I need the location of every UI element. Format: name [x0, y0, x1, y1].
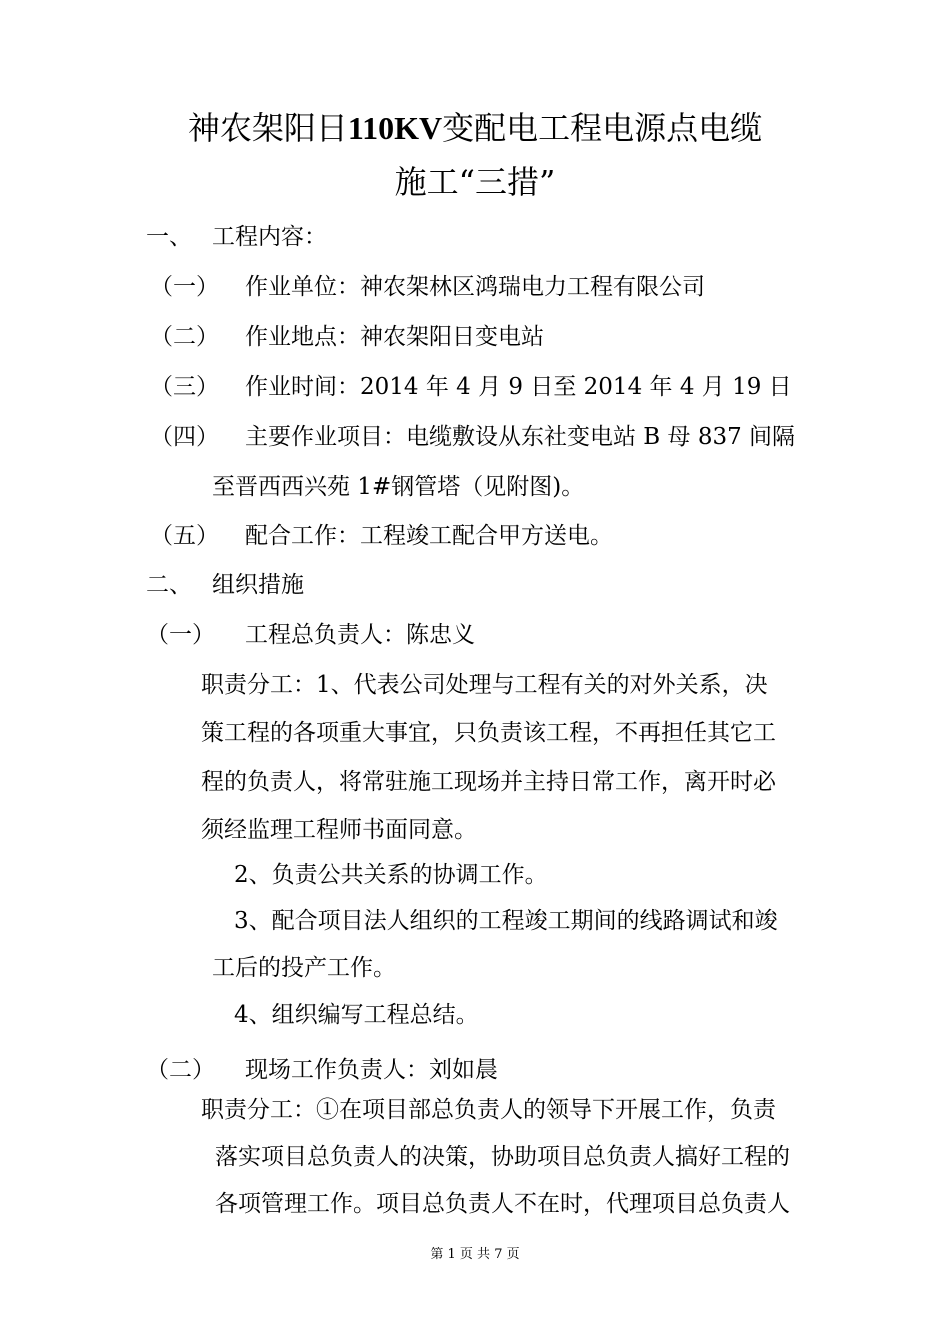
item3-text: 作业时间：2014 年 4 月 9 日至 2014 年 4 月 19 日: [245, 374, 792, 400]
person1-duty-item3: 3、配合项目法人组织的工程竣工期间的线路调试和竣: [234, 908, 778, 934]
person1-duty-line2: 策工程的各项重大事宜，只负责该工程，不再担任其它工: [201, 720, 776, 746]
item2-text: 作业地点：神农架阳日变电站: [245, 324, 544, 350]
person1-duty-item3-cont: 工后的投产工作。: [212, 955, 396, 981]
title-part3: 变配电工程电源点电缆: [442, 109, 763, 147]
title-part2: 110KV: [347, 110, 443, 146]
item3-label: （三）: [150, 374, 219, 400]
person1-duty-item2: 2、负责公共关系的协调工作。: [234, 862, 548, 888]
person1-duty-line3: 程的负责人，将常驻施工现场并主持日常工作，离开时必: [201, 769, 776, 795]
person2-text: 现场工作负责人：刘如晨: [245, 1057, 498, 1083]
title-part1: 神农架阳日: [187, 109, 348, 147]
item5-text: 配合工作：工程竣工配合甲方送电。: [245, 523, 613, 549]
person2-duty-line1: 职责分工：①在项目部总负责人的领导下开展工作，负责: [201, 1097, 776, 1123]
person2-label: （二）: [146, 1057, 215, 1083]
item2-label: （二）: [150, 324, 219, 350]
document-title-line2: 施工“三措”: [394, 163, 556, 201]
person1-text: 工程总负责人：陈忠义: [245, 622, 475, 648]
item4-continuation: 至晋西西兴苑 1#钢管塔（见附图)。: [212, 474, 585, 500]
item4-text: 主要作业项目：电缆敷设从东社变电站 B 母 837 间隔: [245, 424, 796, 450]
document-title-line1: [0, 106, 950, 150]
section1-title: 工程内容：: [212, 224, 327, 250]
page-footer: 第 1 页 共 7 页: [430, 1247, 520, 1262]
section2-title: 组织措施: [212, 572, 304, 598]
item4-label: （四）: [150, 424, 219, 450]
person2-duty-line2: 落实项目总负责人的决策，协助项目总负责人搞好工程的: [215, 1144, 790, 1170]
person1-duty-line4: 须经监理工程师书面同意。: [201, 817, 477, 843]
person2-duty-line3: 各项管理工作。项目总负责人不在时，代理项目总负责人: [215, 1191, 790, 1217]
person1-label: （一）: [146, 622, 215, 648]
item1-text: 作业单位：神农架林区鸿瑞电力工程有限公司: [245, 274, 705, 300]
item1-label: （一）: [150, 274, 219, 300]
person1-duty-item4: 4、组织编写工程总结。: [234, 1002, 479, 1028]
item5-label: （五）: [150, 523, 219, 549]
section1-label: 一、: [146, 224, 192, 250]
section2-label: 二、: [146, 572, 192, 598]
person1-duty-line1: 职责分工：1、代表公司处理与工程有关的对外关系，决: [201, 672, 768, 698]
